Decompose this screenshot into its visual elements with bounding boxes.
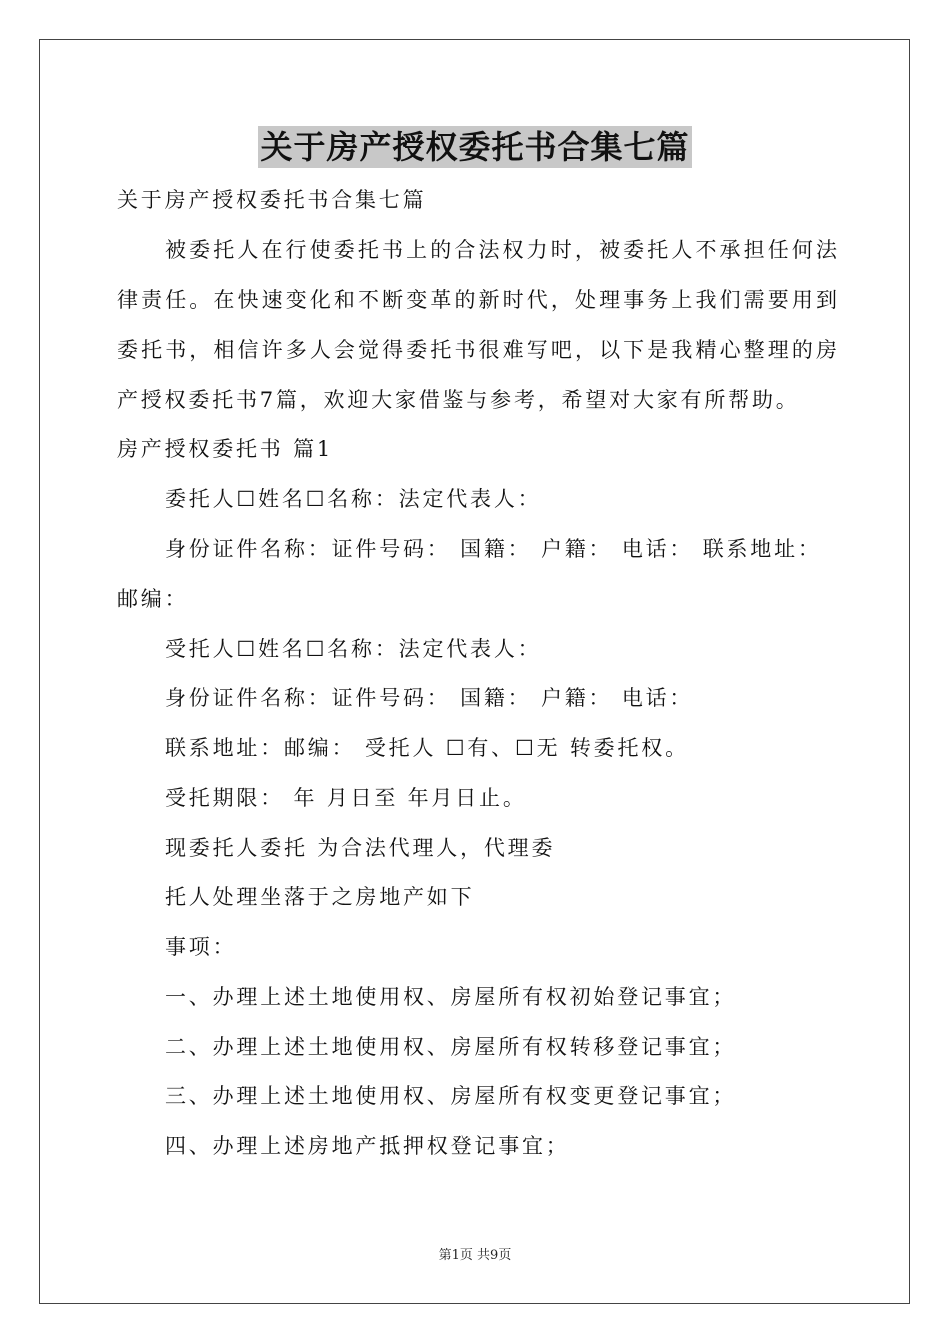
title-container [0, 126, 950, 168]
body-line-principal-id: 身份证件名称：证件号码： 国籍： 户籍： 电话： 联系地址： [165, 537, 822, 561]
body-line-principal: 委托人☐姓名☐名称：法定代表人： [165, 487, 542, 511]
document-title: 关于房产授权委托书合集七篇 [260, 128, 690, 166]
page-border [39, 39, 910, 1304]
body-line-agent: 受托人☐姓名☐名称：法定代表人： [165, 637, 542, 661]
intro-line-1: 被委托人在行使委托书上的合法权力时，被委托人不承担任何法 [165, 238, 837, 262]
section-heading: 房产授权委托书 篇1 [117, 437, 334, 461]
page-footer: 第1页 共9页 [438, 1248, 512, 1263]
body-line-appointment: 现委托人委托 为合法代理人，代理委 [165, 836, 556, 860]
body-line-principal-postcode: 邮编： [117, 587, 189, 611]
body-line-term: 受托期限： 年 月日至 年月日止。 [165, 786, 527, 810]
body-line-agent-id: 身份证件名称：证件号码： 国籍： 户籍： 电话： [165, 686, 694, 710]
body-line-agent-address: 联系地址：邮编： 受托人 ☐有、☐无 转委托权。 [165, 736, 689, 760]
list-item-2: 二、办理上述土地使用权、房屋所有权转移登记事宜； [165, 1035, 737, 1059]
document-subtitle: 关于房产授权委托书合集七篇 [117, 188, 427, 212]
list-item-4: 四、办理上述房地产抵押权登记事宜； [165, 1134, 570, 1158]
body-line-matters: 事项： [165, 935, 237, 959]
intro-line-3: 委托书，相信许多人会觉得委托书很难写吧，以下是我精心整理的房 [117, 338, 837, 362]
list-item-1: 一、办理上述土地使用权、房屋所有权初始登记事宜； [165, 985, 737, 1009]
list-item-3: 三、办理上述土地使用权、房屋所有权变更登记事宜； [165, 1084, 737, 1108]
body-line-property: 托人处理坐落于之房地产如下 [165, 885, 475, 909]
intro-line-4: 产授权委托书7篇，欢迎大家借鉴与参考，希望对大家有所帮助。 [117, 388, 800, 412]
intro-line-2: 律责任。在快速变化和不断变革的新时代，处理事务上我们需要用到 [117, 288, 837, 312]
